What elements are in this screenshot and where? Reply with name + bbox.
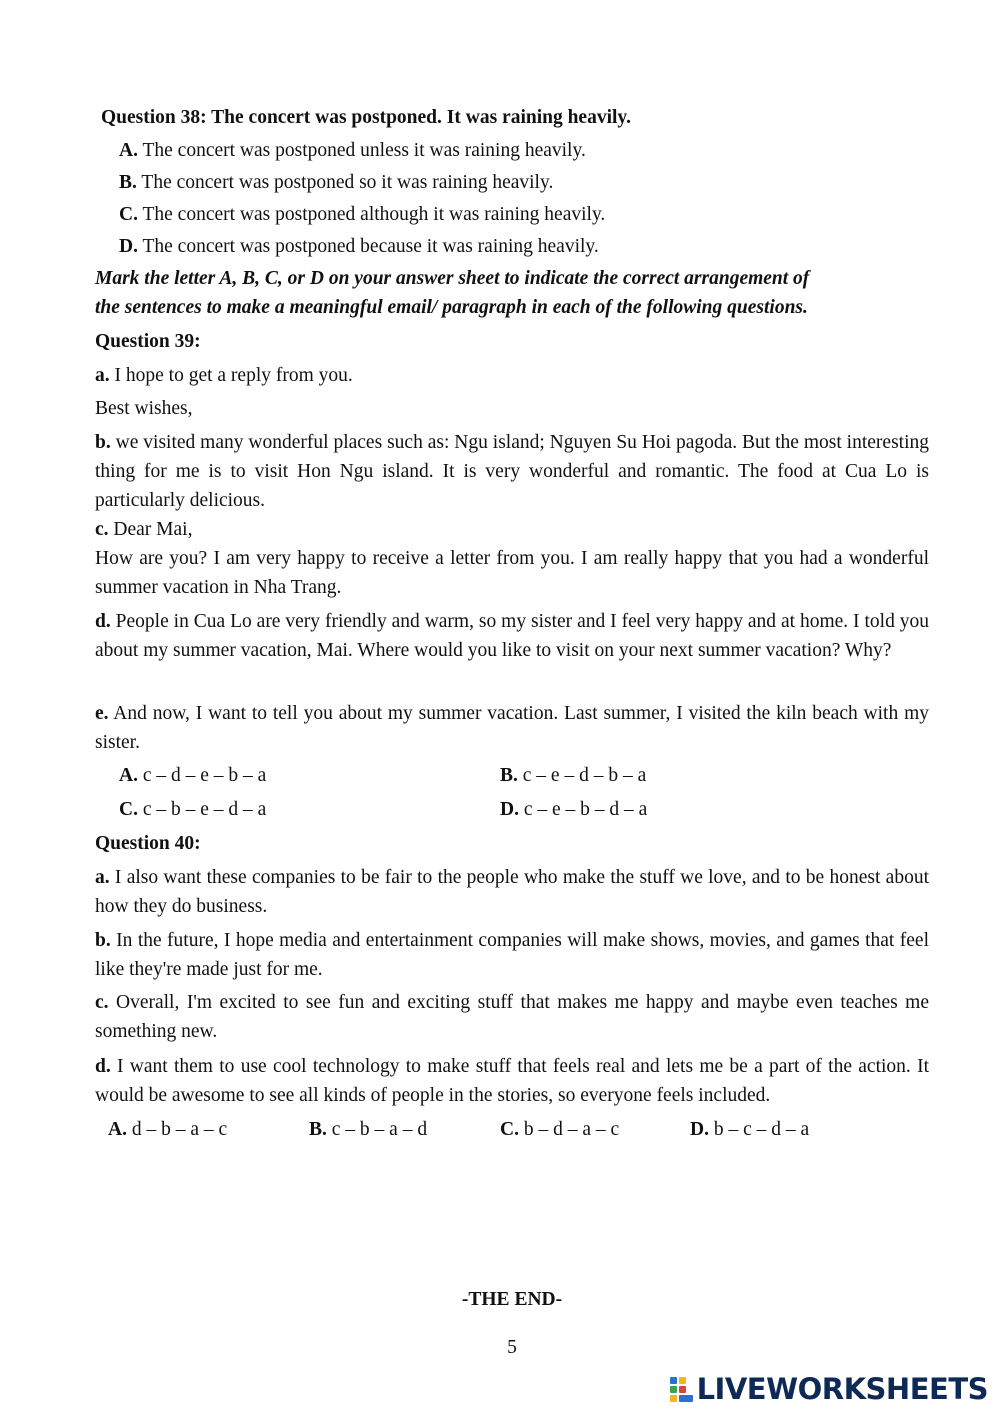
q39-answer-c [119,795,266,824]
answer-letter: D. [690,1119,709,1140]
sentence-label: c. [95,519,109,540]
option-letter: D. [119,236,138,257]
the-end-label: -THE END- [461,1289,563,1310]
sentence-label: d. [95,1056,111,1077]
q39-best-wishes: Best wishes, [95,398,193,419]
q38-option-c [119,200,605,229]
q39-sentence-b [95,428,929,515]
page-number: 5 [507,1337,517,1358]
sentence-text: I also want these companies to be fair to the people who make the stuff we love, and to be honest about how they do business. [95,867,929,917]
q40-sentence-a [95,863,929,921]
q39-sentence-c [95,515,929,544]
answer-letter: A. [108,1119,127,1140]
liveworksheets-watermark[interactable] [669,1373,988,1405]
sentence-label: c. [95,992,109,1013]
sentence-text: People in Cua Lo are very friendly and warm, so my sister and I feel very happy and at home. I told you about my summer vacation, Mai. Where would you like to visit on your next summer vacation? Why? [95,611,929,661]
option-letter: A. [119,140,138,161]
q38-option-b [119,168,553,197]
q39-sentence-c-body: How are you? I am very happy to receive a letter from you. I am really happy that you had a wonderful summer vacation in Nha Trang. [95,548,929,598]
q40-answer-a [108,1115,227,1144]
answer-letter: B. [309,1119,327,1140]
answer-text: c – b – e – d – a [137,799,267,820]
q40-sentence-c [95,988,929,1046]
q39-sentence-e [95,699,929,757]
option-text: The concert was postponed unless it was raining heavily. [137,140,586,161]
answer-text: d – b – a – c [126,1119,228,1140]
question-39-title: Question 39: [95,331,201,352]
q40-answer-c [500,1115,619,1144]
q40-sentence-d [95,1052,929,1110]
option-text: The concert was postponed so it was raining heavily. [136,172,554,193]
q39-answer-b [500,761,646,790]
liveworksheets-logo-icon [669,1375,695,1403]
sentence-text: we visited many wonderful places such as: Ngu island; Nguyen Su Hoi pagoda. But the most interesting thing for me is to visit Hon Ngu island. It is very wonderful and romantic. The food at Cua Lo is particularly delicious. [95,432,929,511]
answer-text: b – d – a – c [518,1119,620,1140]
sentence-text: I hope to get a reply from you. [109,365,353,386]
q38-option-d [119,232,599,261]
q40-sentence-b [95,926,929,984]
sentence-label: b. [95,930,111,951]
answer-text: c – e – d – b – a [517,765,647,786]
sentence-label: b. [95,432,111,453]
answer-letter: C. [119,799,138,820]
sentence-text: In the future, I hope media and entertainment companies will make shows, movies, and games that feel like they're made just for me. [95,930,929,980]
sentence-label: e. [95,703,109,724]
sentence-label: a. [95,365,110,386]
sentence-text: I want them to use cool technology to make stuff that feels real and lets me be a part of the action. It would be awesome to see all kinds of people in the stories, so everyone feels included. [95,1056,929,1106]
answer-letter: D. [500,799,519,820]
question-38-title: Question 38: The concert was postponed. It was raining heavily. [101,107,631,128]
sentence-text: And now, I want to tell you about my summer vacation. Last summer, I visited the kiln beach with my sister. [95,703,929,753]
option-text: The concert was postponed because it was raining heavily. [137,236,599,257]
watermark-text: LIVEWORKSHEETS [696,1371,988,1406]
answer-text: c – b – a – d [326,1119,428,1140]
option-letter: B. [119,172,137,193]
sentence-label: d. [95,611,111,632]
q39-sentence-d [95,607,929,665]
q39-sentence-a [95,361,929,390]
option-letter: C. [119,204,138,225]
answer-letter: B. [500,765,518,786]
answer-text: b – c – d – a [708,1119,810,1140]
answer-letter: A. [119,765,138,786]
q39-answer-d [500,795,647,824]
sentence-text: Dear Mai, [108,519,193,540]
sentence-text: Overall, I'm excited to see fun and exciting stuff that makes me happy and maybe even teaches me something new. [95,992,929,1042]
q38-option-a [119,136,586,165]
instruction-line-2: the sentences to make a meaningful email/ paragraph in each of the following questions. [95,297,808,318]
q40-answer-d [690,1115,809,1144]
option-text: The concert was postponed although it was raining heavily. [137,204,606,225]
instruction-line-1: Mark the letter A, B, C, or D on your answer sheet to indicate the correct arrangement of [95,268,810,289]
sentence-label: a. [95,867,110,888]
answer-text: c – d – e – b – a [137,765,267,786]
answer-text: c – e – b – d – a [518,799,648,820]
q39-answer-a [119,761,266,790]
q40-answer-b [309,1115,427,1144]
answer-letter: C. [500,1119,519,1140]
question-40-title: Question 40: [95,833,201,854]
